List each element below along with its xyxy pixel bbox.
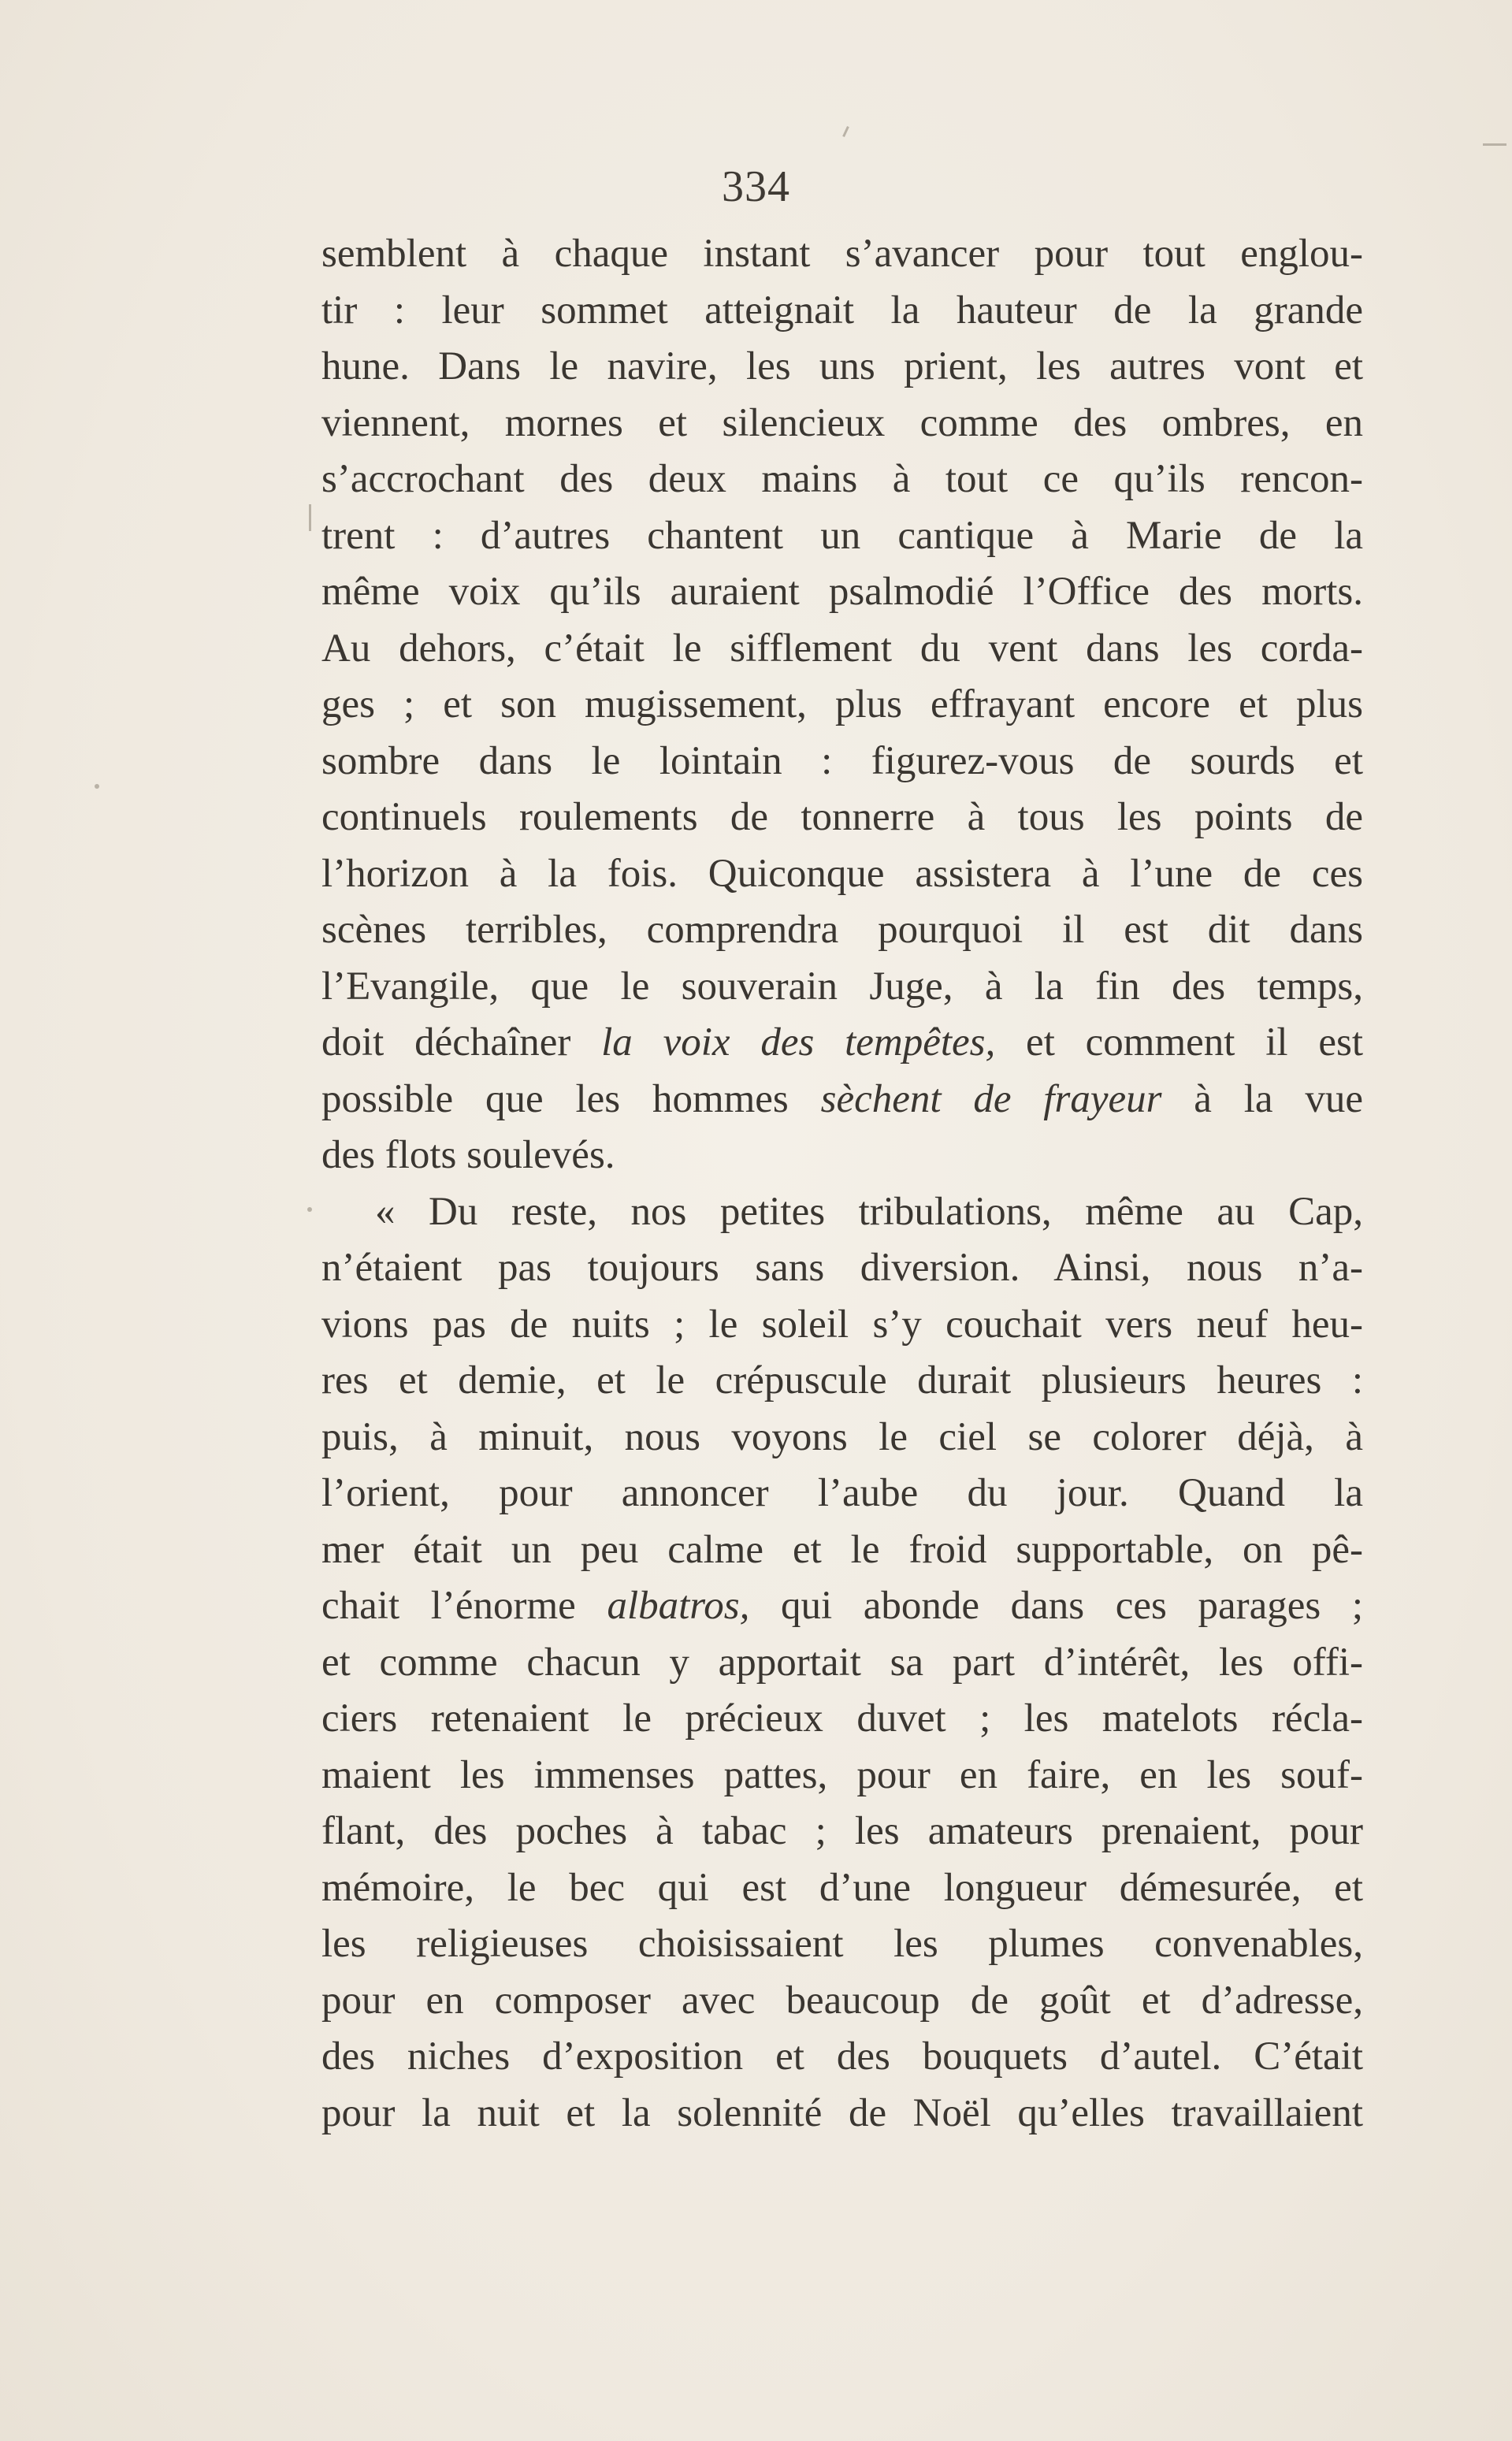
text-line: ges ; et son mugissement, plus effrayant encore et plus: [321, 682, 1363, 726]
text-line: [321, 1072, 1363, 1128]
text-line: semblent à chaque instant s’avancer pour tout englou-: [321, 232, 1363, 276]
text-line: Au dehors, c’était le sifflement du vent dans les corda-: [321, 626, 1363, 671]
text-line: sombre dans le lointain : figurez-vous de sourds et: [321, 738, 1363, 783]
text-line: viennent, mornes et silencieux comme des ombres, en: [321, 400, 1363, 445]
text-line: l’horizon à la fois. Quiconque assistera à l’une de ces: [321, 851, 1363, 896]
text-span: qui abonde dans ces parages ;: [749, 1584, 1363, 1628]
text-line: n’étaient pas toujours sans diversion. Ainsi, nous n’a-: [321, 1246, 1363, 1290]
text-line: ciers retenaient le précieux duvet ; les matelots récla-: [321, 1696, 1363, 1741]
text-line: l’Evangile, que le souverain Juge, à la fin des temps,: [321, 964, 1363, 1009]
italic-phrase: albatros,: [607, 1584, 750, 1628]
text-line: même voix qu’ils auraient psalmodié l’Office des morts.: [321, 570, 1363, 614]
text-line: des niches d’exposition et des bouquets d’autel. C’était: [321, 2034, 1363, 2079]
text-line: pour en composer avec beaucoup de goût et d’adresse,: [321, 1978, 1363, 2023]
text-line: [321, 1015, 1363, 1072]
text-span: chait l’énorme: [321, 1584, 607, 1628]
text-line: mémoire, le bec qui est d’une longueur démesurée, et: [321, 1865, 1363, 1910]
text-span: et comment il est: [995, 1020, 1363, 1064]
text-line: « Du reste, nos petites tribulations, même au Cap,: [375, 1189, 1363, 1234]
text-line: maient les immenses pattes, pour en faire, en les souf-: [321, 1752, 1363, 1797]
text-line: flant, des poches à tabac ; les amateurs prenaient, pour: [321, 1809, 1363, 1853]
text-line: l’orient, pour annoncer l’aube du jour. Quand la: [321, 1471, 1363, 1515]
text-line: continuels roulements de tonnerre à tous les points de: [321, 795, 1363, 839]
text-line: trent : d’autres chantent un cantique à Marie de la: [321, 513, 1363, 558]
text-line: hune. Dans le navire, les uns prient, les autres vont et: [321, 344, 1363, 388]
text-line: s’accrochant des deux mains à tout ce qu’ils rencon-: [321, 457, 1363, 501]
page-number: 334: [722, 162, 790, 211]
paragraph: [321, 226, 1363, 1184]
text-line: des flots soulevés.: [321, 1133, 615, 1177]
text-line: pour la nuit et la solennité de Noël qu’elles travaillaient: [321, 2090, 1363, 2135]
italic-phrase: la voix des tempêtes,: [601, 1020, 996, 1064]
margin-speck: [842, 126, 849, 137]
text-line: les religieuses choisissaient les plumes convenables,: [321, 1922, 1363, 1966]
italic-phrase: sèchent de frayeur: [820, 1076, 1162, 1121]
text-span: possible que les hommes: [321, 1076, 821, 1121]
margin-speck: [307, 1207, 312, 1212]
text-line: tir : leur sommet atteignait la hauteur de la grande: [321, 288, 1363, 333]
text-line: scènes terribles, comprendra pourquoi il est dit dans: [321, 908, 1363, 952]
text-line: [321, 1578, 1363, 1635]
text-span: à la vue: [1161, 1076, 1363, 1121]
text-line: puis, à minuit, nous voyons le ciel se colorer déjà, à: [321, 1414, 1363, 1459]
text-span: doit déchaîner: [321, 1020, 602, 1064]
margin-speck: [95, 784, 99, 789]
text-line: res et demie, et le crépuscule durait plusieurs heures :: [321, 1358, 1363, 1403]
margin-speck: [1483, 143, 1506, 146]
body-text: [321, 226, 1363, 2142]
text-line: et comme chacun y apportait sa part d’intérêt, les offi-: [321, 1640, 1363, 1685]
text-line: vions pas de nuits ; le soleil s’y couchait vers neuf heu-: [321, 1302, 1363, 1347]
paragraph: [321, 1184, 1363, 2142]
text-line: mer était un peu calme et le froid supportable, on pê-: [321, 1527, 1363, 1572]
margin-speck: [309, 504, 311, 531]
